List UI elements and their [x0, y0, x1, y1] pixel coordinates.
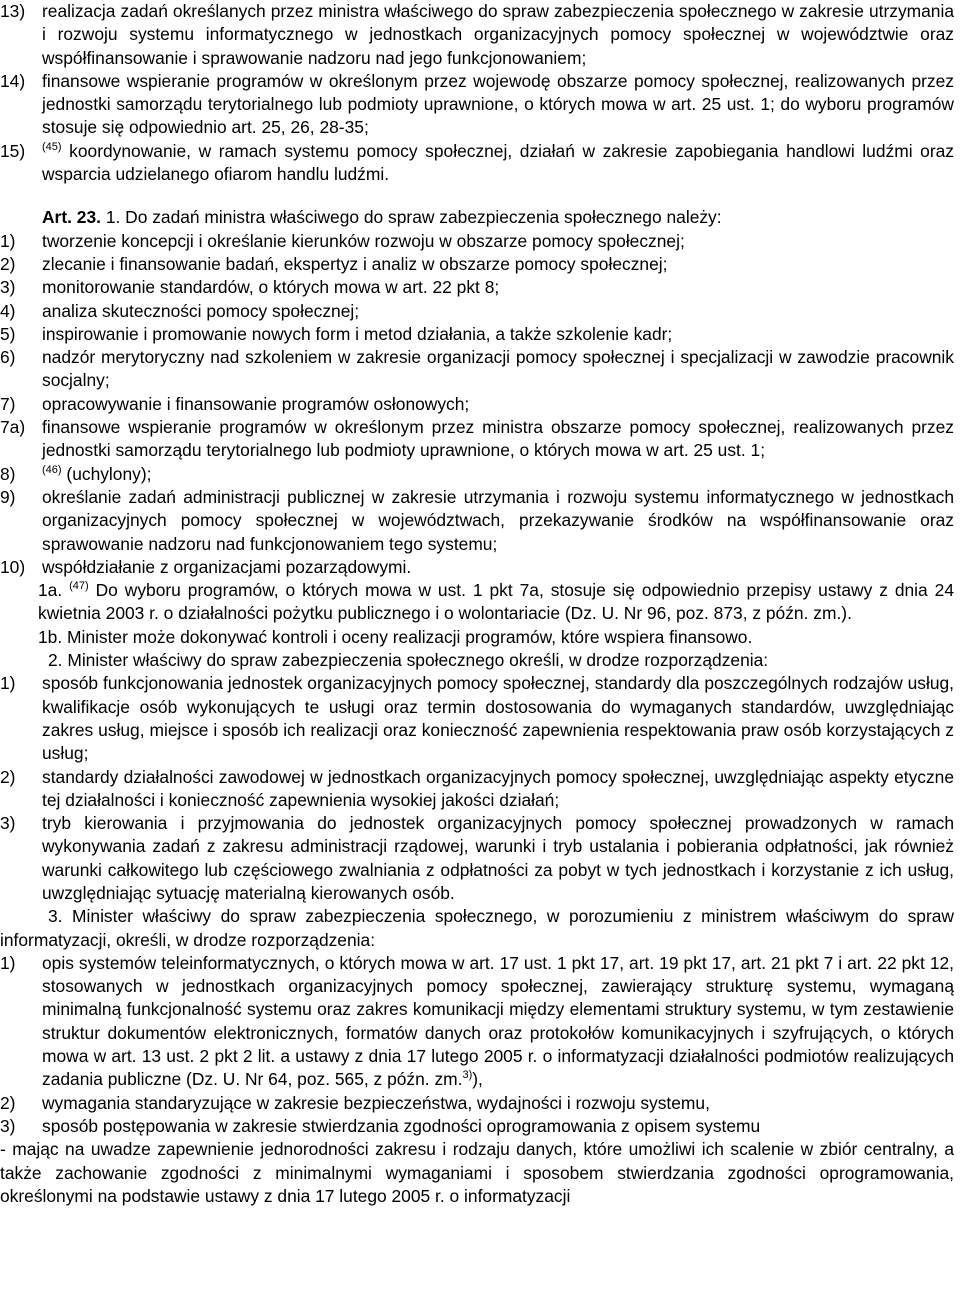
footnote-ref: (45) [42, 140, 62, 153]
item-number: 7) [0, 393, 16, 414]
item-text: standardy działalności zawodowej w jednostkach organizacyjnych pomocy społecznej, uwzględniając aspekty etyczne tej działalności i konieczność zapewnienia wysokiej jakości działań; [42, 766, 954, 810]
closing-paragraph [0, 1138, 954, 1208]
paragraph-text: 2. Minister właściwy do spraw zabezpieczenia społecznego określi, w drodze rozporządzenia: [48, 650, 769, 671]
item-text: sposób postępowania w zakresie stwierdzania zgodności oprogramowania z opisem systemu [42, 1115, 761, 1136]
list-item [0, 463, 954, 486]
item-text: (uchylony); [66, 463, 152, 484]
item-text: analiza skuteczności pomocy społecznej; [42, 300, 360, 321]
item-number: 14) [0, 70, 26, 91]
item-text: nadzór merytoryczny nad szkoleniem w zakresie organizacji pomocy społecznej i specjalizacji w zawodzie pracownik socjalny; [42, 347, 954, 391]
item-text: monitorowanie standardów, o których mowa w art. 22 pkt 8; [42, 277, 500, 298]
item-number: 7a) [0, 417, 26, 438]
item-number: 2) [0, 1092, 16, 1113]
item-text: współdziałanie z organizacjami pozarządowymi. [42, 556, 412, 577]
paragraph-text: - mając na uwadze zapewnienie jednorodności zakresu i rodzaju danych, które umożliwi ich scalenie w zbiór centralny, a także zachowanie zgodności z minimalnymi wymaganiami i sposobem stwierdzania zgodności oprogramowania, określonymi na podstawie ustawy z dnia 17 lutego 2005 r. o informatyzacji [0, 1139, 954, 1206]
item-text: opracowywanie i finansowanie programów osłonowych; [42, 393, 470, 414]
item-text: koordynowanie, w ramach systemu pomocy społecznej, działań w zakresie zapobiegania handlowi ludźmi oraz wsparcia udzielanego ofiarom handlu ludźmi. [42, 140, 954, 185]
list-item [0, 416, 954, 463]
item-number: 10) [0, 556, 26, 577]
list-item [0, 140, 954, 187]
article-intro-text: 1. Do zadań ministra właściwego do spraw zabezpieczenia społecznego należy: [105, 207, 722, 228]
paragraph-number: 1a. [38, 580, 63, 601]
item-text: określanie zadań administracji publicznej w zakresie utrzymania i rozwoju systemu informatycznego w jednostkach organizacyjnych pomocy społecznej w województwach, przekazywanie środków na współfinansowanie oraz sprawowanie nadzoru nad funkcjonowaniem tego systemu; [42, 486, 954, 554]
item-number: 5) [0, 323, 16, 344]
list-item [0, 556, 954, 579]
list-item [0, 812, 954, 905]
item-text: sposób funkcjonowania jednostek organizacyjnych pomocy społecznej, standardy dla poszczególnych rodzajów usług, kwalifikacje osób wykonujących te usługi oraz termin dostosowania do wymaganych standardów, uwzględniając zakres usług, miejsce i sposób ich realizacji oraz konieczność zapewnienia respektowania praw osób korzystających z usług; [42, 673, 954, 764]
list-item [0, 253, 954, 276]
item-number: 3) [0, 277, 16, 298]
item-text: zlecanie i finansowanie badań, ekspertyz i analiz w obszarze pomocy społecznej; [42, 253, 668, 274]
paragraph-1a [0, 579, 954, 626]
item-number: 9) [0, 486, 16, 507]
item-number: 2) [0, 253, 16, 274]
item-number: 2) [0, 766, 16, 787]
item-number: 1) [0, 230, 16, 251]
item-number: 4) [0, 300, 16, 321]
list-item [0, 486, 954, 556]
paragraph-3 [0, 905, 954, 952]
item-number: 3) [0, 813, 16, 834]
list-item [0, 1115, 954, 1138]
item-number: 1) [0, 673, 16, 694]
item-text: opis systemów teleinformatycznych, o których mowa w art. 17 ust. 1 pkt 17, art. 19 pkt 17, art. 21 pkt 7 i art. 22 pkt 12, stosowanych w jednostkach organizacyjnych pomocy społecznej, zawierający strukturę systemu, wymaganą minimalną funkcjonalność systemu oraz zakres komunikacji między elementami struktury systemu, w tym zestawienie struktur dokumentów elektronicznych, formatów danych oraz protokołów komunikacyjnych i szyfrujących, o których mowa w art. 13 ust. 2 pkt 2 lit. a ustawy z dnia 17 lutego 2005 r. o informatyzacji działalności podmiotów realizujących zadania publiczne (Dz. U. Nr 64, poz. 565, z późn. zm. [42, 952, 954, 1090]
list-item [0, 323, 954, 346]
item-text: finansowe wspieranie programów w określonym przez wojewodę obszarze pomocy społecznej, realizowanych przez jednostki samorządu terytorialnego lub podmioty uprawnione, o których mowa w art. 25 ust. 1; do wyboru programów stosuje się odpowiednio art. 25, 26, 28-35; [42, 70, 954, 138]
item-text: tryb kierowania i przyjmowania do jednostek organizacyjnych pomocy społecznej prowadzonych w ramach wykonywania zadań z zakresu administracji rządowej, warunki i tryb ustalania i pobierania odpłatności, jak również warunki całkowitego lub częściowego zwalniania z odpłatności za pobyt w tych jednostkach i korzystanie z ich usług, uwzględniając sytuację materialną kierowanych osób. [42, 813, 954, 903]
item-number: 6) [0, 347, 16, 368]
item-text: tworzenie koncepcji i określanie kierunków rozwoju w obszarze pomocy społecznej; [42, 230, 685, 251]
item-number: 13) [0, 1, 26, 21]
list-item [0, 393, 954, 416]
item-text: wymagania standaryzujące w zakresie bezpieczeństwa, wydajności i rozwoju systemu, [42, 1092, 710, 1113]
item-text: finansowe wspieranie programów w określonym przez ministra obszarze pomocy społecznej, realizowanych przez jednostki samorządu terytorialnego lub podmioty uprawnione, o których mowa w art. 25 ust. 1; [42, 417, 954, 461]
paragraph-text: 3. Minister właściwy do spraw zabezpieczenia społecznego, w porozumieniu z ministrem właściwym do spraw informatyzacji, określi, w drodze rozporządzenia: [0, 906, 954, 950]
paragraph-2 [0, 649, 954, 672]
item-number: 15) [0, 140, 26, 161]
footnote-ref: 3) [462, 1069, 473, 1082]
list-item [0, 70, 954, 140]
footnote-ref: (47) [69, 580, 89, 593]
list-item [0, 276, 954, 299]
item-text: inspirowanie i promowanie nowych form i metod działania, a także szkolenie kadr; [42, 323, 673, 344]
paragraph-text: Do wyboru programów, o których mowa w ust. 1 pkt 7a, stosuje się odpowiednio przepisy ustawy z dnia 24 kwietnia 2003 r. o działalności pożytku publicznego i o wolontariacie (Dz. U. Nr 96, poz. 873, z późn. zm.). [38, 580, 954, 624]
item-text-tail: ), [472, 1069, 483, 1090]
list-item [0, 1092, 954, 1115]
paragraph-1b [0, 626, 954, 649]
item-number: 8) [0, 463, 16, 484]
list-item [0, 672, 954, 765]
list-item [0, 230, 954, 253]
list-item [0, 300, 954, 323]
list-item [0, 952, 954, 1092]
list-item [0, 346, 954, 393]
item-number: 3) [0, 1115, 16, 1136]
article-heading: Art. 23. [42, 207, 101, 228]
paragraph-text: 1b. Minister może dokonywać kontroli i oceny realizacji programów, które wspiera finansowo. [38, 626, 753, 647]
list-item [0, 0, 954, 70]
list-item [0, 766, 954, 813]
item-number: 1) [0, 952, 16, 973]
article-intro [0, 206, 954, 229]
item-text: realizacja zadań określanych przez ministra właściwego do spraw zabezpieczenia społecznego w zakresie utrzymania i rozwoju systemu informatycznego w jednostkach organizacyjnych pomocy społecznej w województwie oraz współfinansowanie i sprawowanie nadzoru nad jego funkcjonowaniem; [42, 1, 954, 68]
footnote-ref: (46) [42, 463, 62, 476]
